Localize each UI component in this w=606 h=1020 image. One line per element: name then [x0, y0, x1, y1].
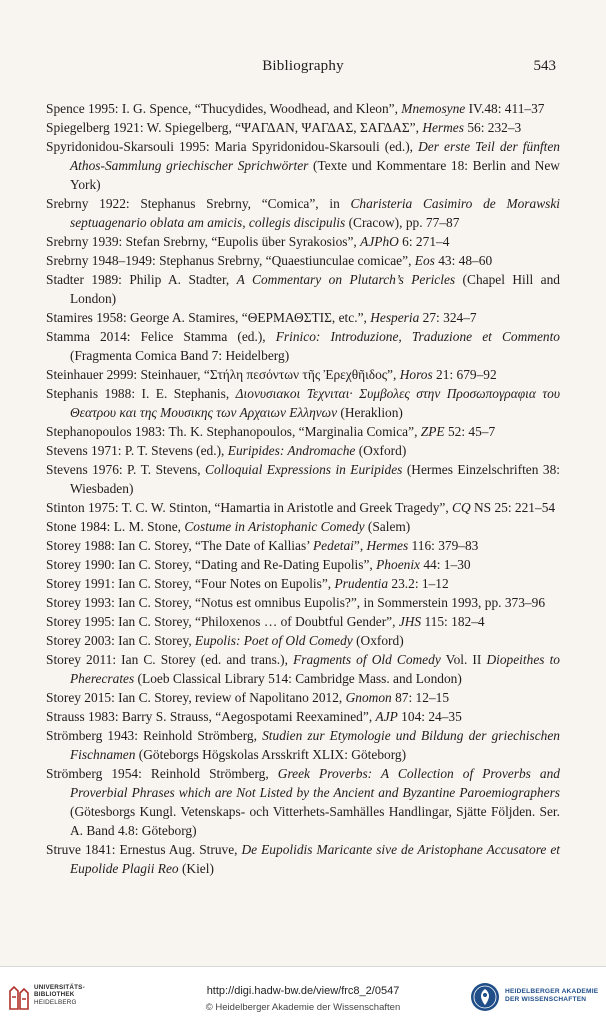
bibliography-entry [46, 441, 560, 460]
entry-text: Storey 1988: Ian C. Storey, “The Date of Kallias’ [46, 538, 313, 553]
viewer-footer [0, 966, 606, 1020]
bibliography-entry [46, 631, 560, 650]
bibliography-entry [46, 612, 560, 631]
academy-name-line: HEIDELBERGER AKADEMIE [505, 988, 599, 995]
entry-text: 116: 379–83 [408, 538, 479, 553]
entry-text: Storey 1993: Ian C. Storey, “Notus est omnibus Eupolis?”, in Sommerstein 1993, pp. 373–96 [46, 595, 546, 610]
bibliography-entry [46, 688, 560, 707]
bibliography-entry [46, 422, 560, 441]
entry-text: (Fragmenta Comica Band 7: Heidelberg) [70, 348, 290, 363]
entry-text: Stinton 1975: T. C. W. Stinton, “Hamartia in Aristotle and Greek Tragedy”, [46, 500, 453, 515]
bibliography-entry [46, 251, 560, 270]
academy-seal-icon [470, 982, 500, 1012]
university-name-line: BIBLIOTHEK [34, 991, 75, 999]
bibliography-entry [46, 555, 560, 574]
entry-text: Struve 1841: Ernestus Aug. Struve, [46, 842, 242, 857]
bibliography-entry [46, 118, 560, 137]
bibliography-entry [46, 194, 560, 232]
entry-text: Stevens 1971: P. T. Stevens (ed.), [46, 443, 228, 458]
entry-text: 27: 324–7 [419, 310, 477, 325]
entry-text: (Chapel Hill and London) [70, 272, 560, 306]
entry-italic-title: Prudentia [334, 576, 389, 591]
entry-italic-title: A Commentary on Plutarch’s Pericles [236, 272, 456, 287]
entry-text: Stone 1984: L. M. Stone, [46, 519, 185, 534]
entry-text: 23.2: 1–12 [388, 576, 449, 591]
entry-text: Stephanis 1988: I. E. Stephanis, [46, 386, 236, 401]
entry-text: Spiegelberg 1921: W. Spiegelberg, “ΨΑΓΔΑΝ, ΨΑΓΔΑΣ, ΣΑΓΔΑΣ”, [46, 120, 423, 135]
entry-text: (Heraklion) [337, 405, 403, 420]
entry-text: Strömberg 1954: Reinhold Strömberg, [46, 766, 278, 781]
bibliography-entry [46, 574, 560, 593]
entry-italic-title: JHS [398, 614, 422, 629]
entry-italic-title: Phoenix [376, 557, 420, 572]
entry-italic-title: Διονυσιακοι Τεχνιται· Συμβολες στην Προσωπογραφια του Θεατρου και της Μουσικης των Αρχαιων Ελληνων [70, 386, 560, 420]
bibliography-entry [46, 707, 560, 726]
bibliography-entry [46, 840, 560, 878]
entry-text: 87: 12–15 [391, 690, 450, 705]
entry-italic-title: Greek Proverbs: A Collection of Proverbs and Proverbial Phrases which are Not Listed by the Ancient and Byzantine Paroemiographers [70, 766, 560, 800]
entry-text: Stamma 2014: Felice Stamma (ed.), [46, 329, 276, 344]
entry-text: Storey 2015: Ian C. Storey, review of Napolitano 2012, [46, 690, 346, 705]
entry-text: Steinhauer 2999: Steinhauer, “Στήλη πεσόντων τῆς Ἐρεχθῆιδος”, [46, 367, 400, 382]
entry-text: (Oxford) [355, 443, 407, 458]
entry-italic-title: Euripides: Andromache [227, 443, 356, 458]
bibliography-entry [46, 536, 560, 555]
entry-text: Vol. II [440, 652, 487, 667]
entry-italic-title: AJP [375, 709, 398, 724]
entry-text: Storey 1991: Ian C. Storey, “Four Notes on Eupolis”, [46, 576, 335, 591]
entry-italic-title: Hermes [422, 120, 464, 135]
bibliography-entry [46, 726, 560, 764]
entry-text: Stevens 1976: P. T. Stevens, [46, 462, 206, 477]
entry-text: (Götesborgs Kungl. Vetenskaps- och Vitterhets-Samhälles Handlingar, Sjätte Följden. Ser. A. Band 4.8: Göteborg) [70, 804, 560, 838]
entry-text: (Salem) [364, 519, 411, 534]
entry-italic-title: Studien zur Etymologie und Bildung der griechischen Fischnamen [70, 728, 560, 762]
university-name-line: UNIVERSITÄTS- [34, 984, 85, 991]
entry-italic-title: ZPE [420, 424, 445, 439]
entry-text: Spence 1995: I. G. Spence, “Thucydides, Woodhead, and Kleon”, [46, 101, 402, 116]
bibliography-entry [46, 365, 560, 384]
entry-text: IV.48: 411–37 [465, 101, 545, 116]
entry-italic-title: Eos [414, 253, 435, 268]
entry-text: Stadter 1989: Philip A. Stadter, [46, 272, 237, 287]
copyright-notice: © Heidelberger Akademie der Wissenschaften [205, 1002, 401, 1013]
bibliography-entry [46, 327, 560, 365]
entry-text: 43: 48–60 [434, 253, 493, 268]
entry-text: (Göteborgs Högskolas Arsskrift XLIX: Göteborg) [135, 747, 407, 762]
entry-text: 6: 271–4 [398, 234, 450, 249]
bibliography-entry [46, 137, 560, 194]
entry-italic-title: De Eupolidis Maricante sive de Aristophane Accusatore et Eupolide Plagii Reo [70, 842, 561, 876]
bibliography-entry [46, 593, 560, 612]
entry-italic-title: Costume in Aristophanic Comedy [184, 519, 365, 534]
entry-italic-title: CQ [452, 500, 471, 515]
entry-text: (Loeb Classical Library 514: Cambridge Mass. and London) [134, 671, 462, 686]
entry-text: Srebrny 1939: Stefan Srebrny, “Eupolis über Syrakosios”, [46, 234, 361, 249]
entry-text: Srebrny 1948–1949: Stephanus Srebrny, “Quaestiunculae comicae”, [46, 253, 415, 268]
entry-text: (Oxford) [352, 633, 404, 648]
entry-italic-title: Eupolis: Poet of Old Comedy [195, 633, 353, 648]
entry-text: Stephanopoulos 1983: Th. K. Stephanopoulos, “Marginalia Comica”, [46, 424, 421, 439]
entry-text: (Hermes Einzelschriften 38: Wiesbaden) [70, 462, 561, 496]
entry-italic-title: AJPhO [360, 234, 399, 249]
entry-text: Strauss 1983: Barry S. Strauss, “Aegospotami Reexamined”, [46, 709, 376, 724]
entry-text: 115: 182–4 [421, 614, 485, 629]
bibliography-entry [46, 764, 560, 840]
entry-italic-title: Colloquial Expressions in Euripides [205, 462, 403, 477]
entry-text: 104: 24–35 [397, 709, 462, 724]
entry-italic-title: Charisteria Casimiro de Morawski septuagenario oblata am amicis, collegis discipulis [70, 196, 561, 230]
entry-text: Spyridonidou-Skarsouli 1995: Maria Spyridonidou-Skarsouli (ed.), [46, 139, 419, 154]
entry-text: 44: 1–30 [420, 557, 471, 572]
bibliography-entry [46, 308, 560, 327]
entry-italic-title: Mnemosyne [401, 101, 466, 116]
entry-text: 56: 232–3 [463, 120, 522, 135]
entry-italic-title: Frinico: Introduzione, Traduzione et Commento [275, 329, 560, 344]
entry-text: Storey 1990: Ian C. Storey, “Dating and Re-Dating Eupolis”, [46, 557, 377, 572]
entry-text: Storey 2011: Ian C. Storey (ed. and trans.), [46, 652, 294, 667]
running-header-title: Bibliography [262, 58, 344, 74]
entry-italic-title: Fragments of Old Comedy [293, 652, 441, 667]
bibliography-entry [46, 498, 560, 517]
university-name-line: HEIDELBERG [34, 998, 77, 1006]
entry-text: Storey 2003: Ian C. Storey, [46, 633, 196, 648]
entry-text: Stamires 1958: George A. Stamires, “ΘΕΡΜΑΘΣΤΙΣ, etc.”, [46, 310, 371, 325]
entry-italic-title: Hermes [366, 538, 409, 553]
entry-italic-title: Hesperia [370, 310, 420, 325]
entry-text: (Cracow), pp. 77–87 [345, 215, 460, 230]
entry-text: 52: 45–7 [444, 424, 496, 439]
entry-text: (Kiel) [178, 861, 214, 876]
entry-text: Storey 1995: Ian C. Storey, “Philoxenos … of Doubtful Gender”, [46, 614, 399, 629]
permalink-url[interactable]: http://digi.hadw-bw.de/view/frc8_2/0547 [206, 985, 400, 997]
entry-italic-title: Der erste Teil der fünften Athos-Sammlung griechischer Sprichwörter [70, 139, 560, 173]
bibliography-entry [46, 99, 560, 118]
bibliography-list [46, 99, 560, 878]
bibliography-entry [46, 384, 560, 422]
entry-text: 21: 679–92 [432, 367, 497, 382]
entry-italic-title: Gnomon [345, 690, 392, 705]
entry-text: NS 25: 221–54 [470, 500, 556, 515]
entry-italic-title: Horos [399, 367, 433, 382]
entry-text: ”, [353, 538, 367, 553]
entry-italic-title: Diopeithes to Pherecrates [70, 652, 560, 686]
bibliography-entry [46, 270, 560, 308]
entry-text: (Texte und Kommentare 18: Berlin and New York) [70, 158, 560, 192]
entry-text: Strömberg 1943: Reinhold Strömberg, [46, 728, 263, 743]
academy-name-line: DER WISSENSCHAFTEN [505, 996, 587, 1003]
academy-name [505, 988, 598, 1004]
page-number: 543 [533, 58, 556, 74]
bibliography-entry [46, 517, 560, 536]
entry-italic-title: Pedetai [313, 538, 354, 553]
entry-text: Srebrny 1922: Stephanus Srebrny, “Comica”, in [46, 196, 351, 211]
bibliography-entry [46, 650, 560, 688]
bibliography-entry [46, 460, 560, 498]
bibliography-entry [46, 232, 560, 251]
